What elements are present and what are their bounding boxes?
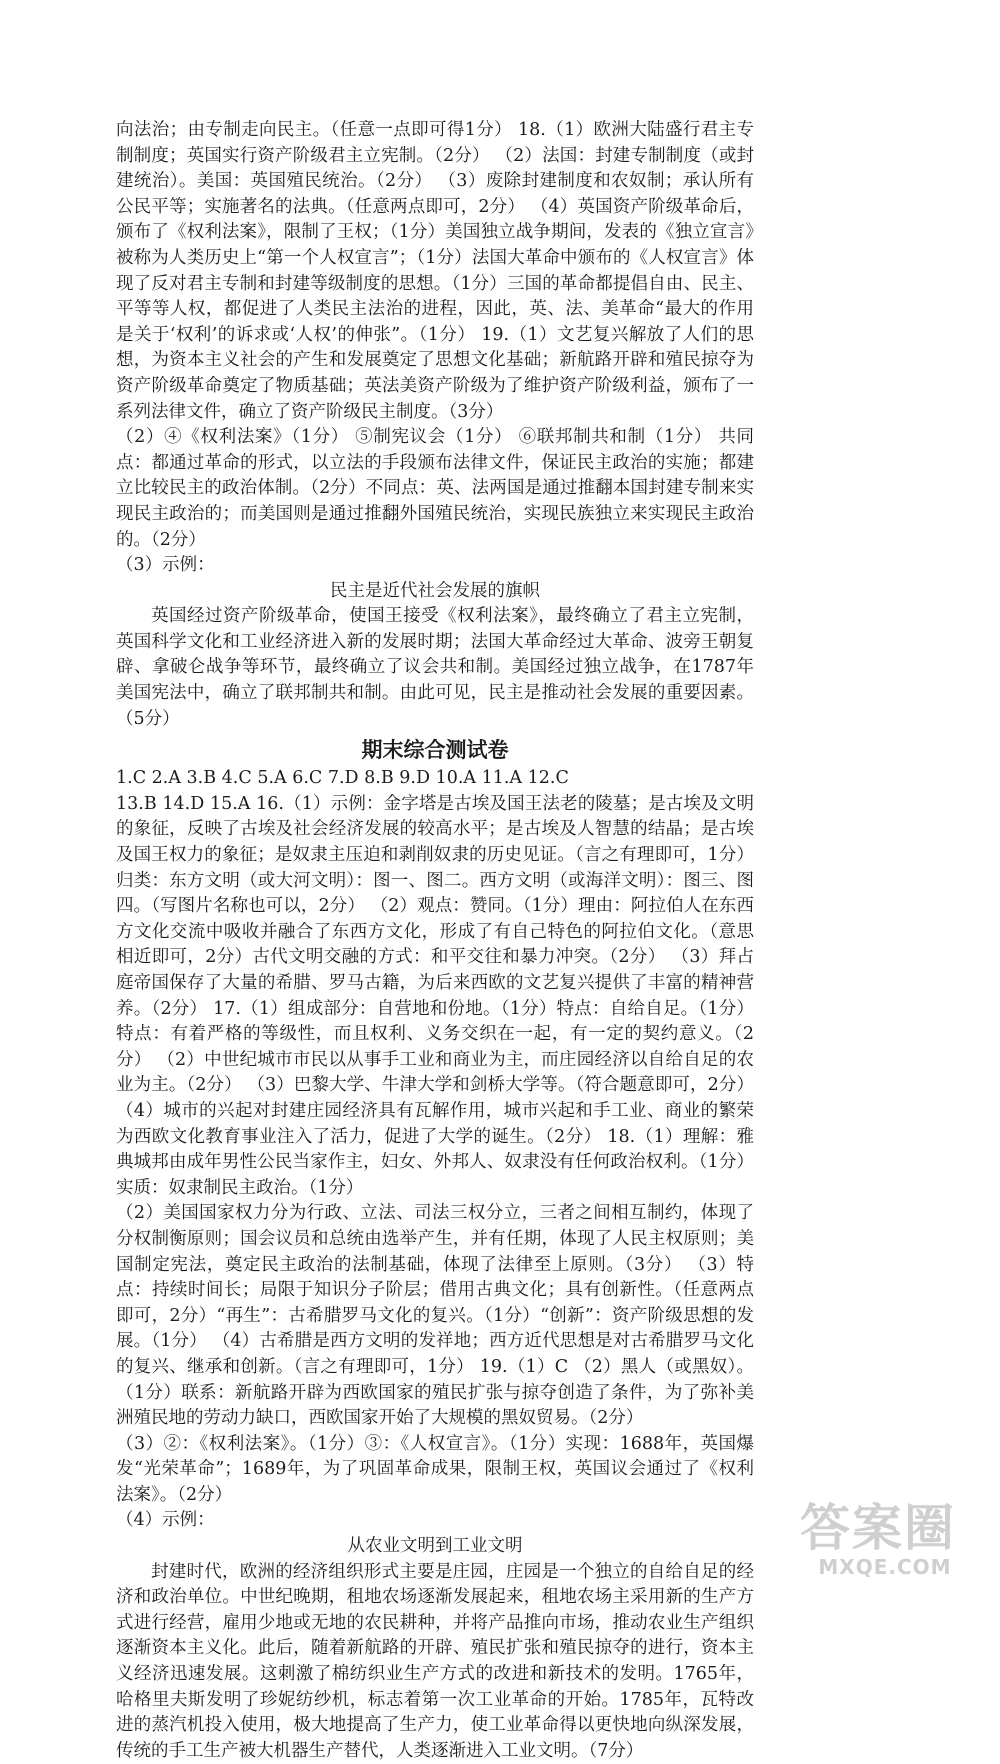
answer-paragraph-13-18: 13.B 14.D 15.A 16.（1）示例：金字塔是古埃及国王法老的陵墓；是古埃及文明的象征，反映了古埃及社会经济发展的较高水平；是古埃及人智慧的结晶；是古埃及国王权力的象征；是奴隶主压迫和剥削奴隶的历史见证。（言之有理即可，1分）归类：东方文明（或大河文明）：图一、图二。西方文明（或海洋文明）：图三、图四。（写图片名称也可以，2分） （2）观点：赞同。（1分）理由：阿拉伯人在东西方文化交流中吸收并融合了东西方文化，形成了有自己特色的阿拉伯文化。（意思相近即可，2分）古代文明交融的方式：和平交往和暴力冲突。（2分） （3）拜占庭帝国保存了大量的希腊、罗马古籍，为后来西欧的文艺复兴提供了丰富的精神营养。（2分） 17.（1）组成部分：自营地和份地。（1分）特点：自给自足。（1分）特点：有着严格的等级性，而且权利、义务交织在一起，有一定的契约意义。（2分） （2）中世纪城市市民以从事手工业和商业为主，而庄园经济以自给自足的农业为主。（2分） （3）巴黎大学、牛津大学和剑桥大学等。（符合题意即可，2分） （4）城市的兴起对封建庄园经济具有瓦解作用，城市兴起和手工业、商业的繁荣为西欧文化教育事业注入了活力，促进了大学的诞生。（2分） 18.（1）理解：雅典城邦由成年男性公民当家作主，妇女、外邦人、奴隶没有任何政治权利。（1分）实质：奴隶制民主政治。（1分） xyxy=(116,793,754,1198)
section-title-final-exam: 期末综合测试卷 xyxy=(361,738,509,763)
essay-example-label-2: （4）示例： xyxy=(116,1510,215,1531)
essay-body-industrial: 封建时代，欧洲的经济组织形式主要是庄园，庄园是一个独立的自给自足的经济和政治单位。中世纪晚期，租地农场逐渐发展起来，租地农场主采用新的生产方式进行经营，雇用少地或无地的农民耕种，并将产品推向市场，推动农业生产组织逐渐资本主义化。此后，随着新航路的开辟、殖民扩张和殖民掠夺的进行，资本主义经济迅速发展。这刺激了棉纺织业生产方式的改进和新技术的发明。1765年，哈格里夫斯发明了珍妮纺纱机，标志着第一次工业革命的开始。1785年，瓦特改进的蒸汽机投入使用，极大地提高了生产力，使工业革命得以更快地向纵深发展，传统的手工生产被大机器生产替代，人类逐渐进入工业文明。（7分） xyxy=(116,1561,754,1761)
answer-paragraph-18-19: （2）美国国家权力分为行政、立法、司法三权分立，三者之间相互制约，体现了分权制衡原则；国会议员和总统由选举产生，并有任期，体现了人民主权原则；美国制定宪法，奠定民主政治的法制基础，体现了法律至上原则。（3分） （3）特点：持续时间长；局限于知识分子阶层；借用古典文化；具有创新性。（任意两点即可，2分）“再生”：古希腊罗马文化的复兴。（1分）“创新”：资产阶级思想的发展。（1分） （4）古希腊是西方文明的发祥地；西方近代思想是对古希腊罗马文化的复兴、继承和创新。（言之有理即可，1分） 19.（1）C （2）黑人（或黑奴）。（1分）联系：新航路开辟为西欧国家的殖民扩张与掠夺创造了条件，为了弥补美洲殖民地的劳动力缺口，西欧国家开始了大规模的黑奴贸易。（2分） xyxy=(116,1203,754,1429)
watermark-logo xyxy=(800,1500,970,1586)
essay-title-democracy: 民主是近代社会发展的旗帜 xyxy=(330,580,540,601)
essay-title-industrial: 从农业文明到工业文明 xyxy=(347,1536,523,1557)
answer-paragraph-18: 向法治；由专制走向民主。（任意一点即可得1分） 18.（1）欧洲大陆盛行君主专制制度；英国实行资产阶级君主立宪制。（2分） （2）法国：封建专制制度（或封建统治）。美国：英国殖民统治。（2分） （3）废除封建制度和农奴制；承认所有公民平等；实施著名的法典。（任意两点即可，2分） （4）英国资产阶级革命后，颁布了《权利法案》，限制了王权；（1分）美国独立战争期间，发表的《独立宣言》被称为人类历史上“第一个人权宣言”；（1分）法国大革命中颁布的《人权宣言》体现了反对君主专制和封建等级制度的思想。（1分）三国的革命都提倡自由、民主、平等等人权，都促进了人类民主法治的进程，因此，英、法、美革命“最大的作用是关于‘权利’的诉求或‘人权’的伸张”。（1分） 19.（1）文艺复兴解放了人们的思想，为资本主义社会的产生和发展奠定了思想文化基础；新航路开辟和殖民掠夺为资产阶级革命奠定了物质基础；英法美资产阶级为了维护资产阶级利益，颁布了一系列法律文件，确立了资产阶级民主制度。（3分） xyxy=(116,120,755,422)
answer-page xyxy=(116,118,754,1764)
answer-paragraph-19-2: （2）④《权利法案》（1分） ⑤制宪议会（1分） ⑥联邦制共和制（1分） 共同点：都通过革命的形式，以立法的手段颁布法律文件，保证民主政治的实施；都建立比较民主的政治体制。（2分）不同点：英、法两国是通过推翻本国封建专制来实现民主政治的；而美国则是通过推翻外国殖民统治，实现民族独立来实现民主政治的。（2分） xyxy=(116,427,754,550)
watermark-logo-text: 答案圈 xyxy=(800,1499,956,1557)
answer-paragraph-19-3: （3）②：《权利法案》。（1分）③：《人权宣言》。（1分）实现：1688年，英国爆发“光荣革命”；1689年，为了巩固革命成果，限制王权，英国议会通过了《权利法案》。（2分） xyxy=(116,1433,754,1505)
essay-body-democracy: 英国经过资产阶级革命，使国王接受《权利法案》，最终确立了君主立宪制，英国科学文化和工业经济进入新的发展时期；法国大革命经过大革命、波旁王朝复辟、拿破仑战争等环节，最终确立了议会共和制。美国经过独立战争，在1787年美国宪法中，确立了联邦制共和制。由此可见，民主是推动社会发展的重要因素。（5分） xyxy=(116,606,754,729)
choice-answers-line: 1.C 2.A 3.B 4.C 5.A 6.C 7.D 8.B 9.D 10.A 11.A 12.C xyxy=(116,768,569,789)
watermark-url: MXQE.COM xyxy=(818,1555,952,1579)
essay-example-label: （3）示例： xyxy=(116,555,215,576)
